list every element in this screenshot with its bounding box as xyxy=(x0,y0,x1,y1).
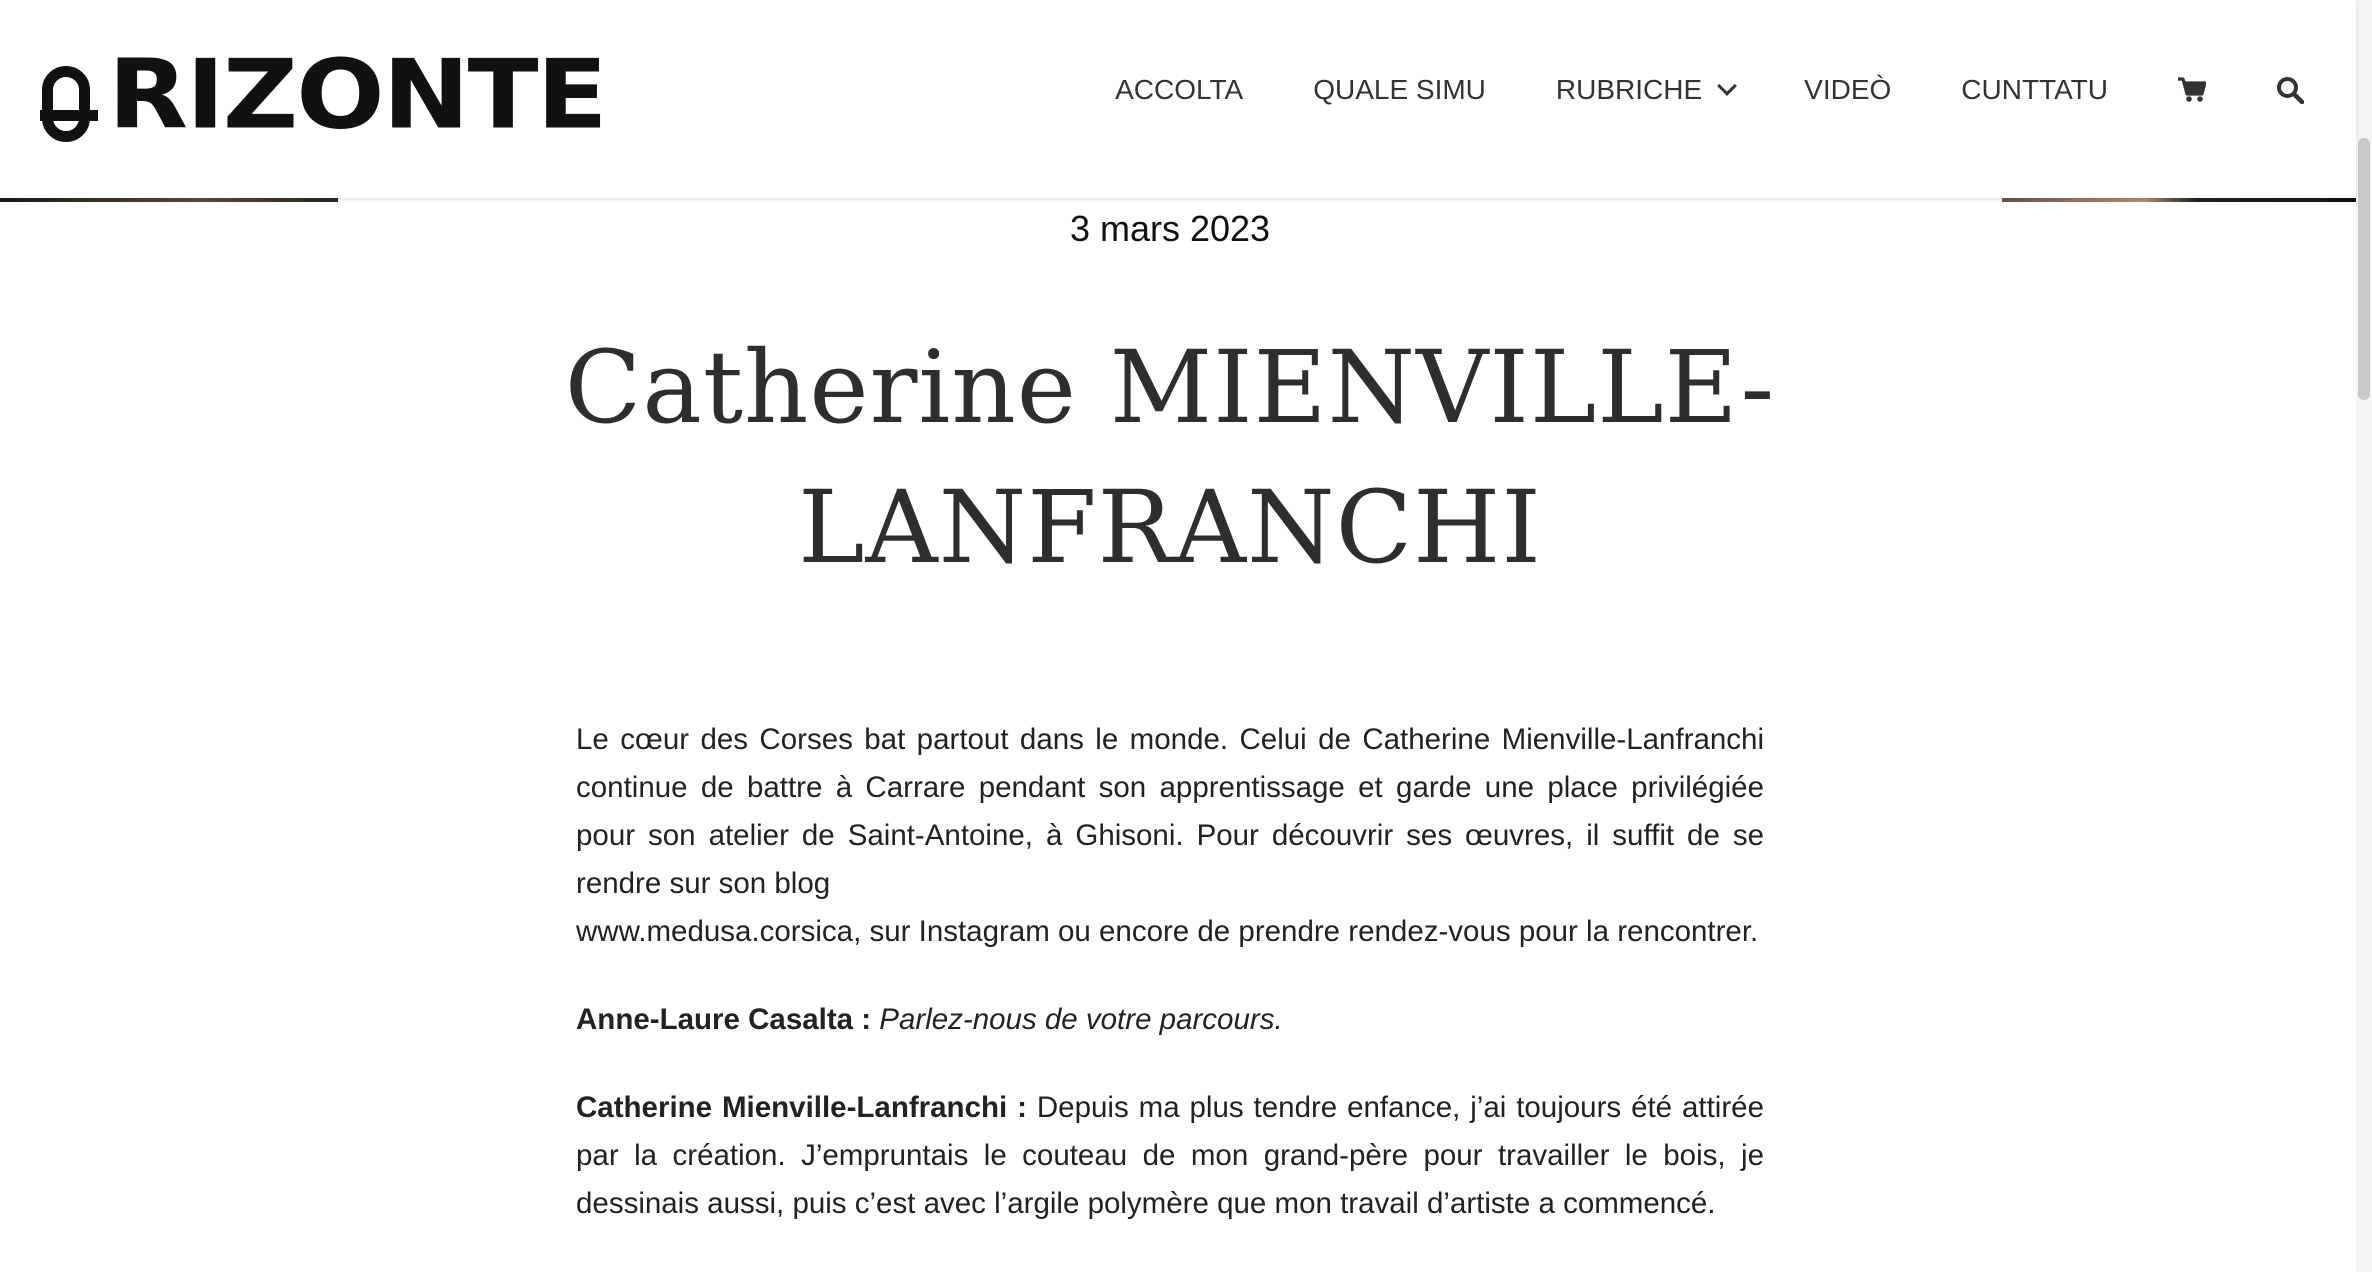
nav-item-cunttatu[interactable] xyxy=(1961,74,2108,106)
intro-text-blog-link: www.medusa.corsica, sur Instagram ou encore de prendre rendez-vous pour la rencontrer. xyxy=(576,915,1759,948)
nav-item-accolta[interactable] xyxy=(1115,74,1243,106)
nav-item-label: ACCOLTA xyxy=(1115,74,1244,105)
nav-item-video[interactable] xyxy=(1804,74,1891,106)
answer-paragraph xyxy=(576,1084,1764,1228)
intro-paragraph xyxy=(576,716,1764,956)
site-logo[interactable] xyxy=(40,28,606,151)
interviewer-name: Anne-Laure Casalta : xyxy=(576,1003,872,1036)
search-icon[interactable] xyxy=(2276,76,2304,104)
article-body xyxy=(576,716,1764,1268)
nav-item-label: RUBRICHE xyxy=(1555,74,1703,105)
question-text: Parlez-nous de votre parcours. xyxy=(879,1003,1283,1036)
logo-text: RIZONTE xyxy=(108,38,606,151)
nav-item-quale-simu[interactable] xyxy=(1313,74,1486,106)
featured-image-edge-right xyxy=(2002,198,2356,202)
answer-text: Depuis ma plus tendre enfance, j’ai toujours été attirée par la création. J’empruntais le couteau de mon grand-père pour travailler le bois, je dessinais aussi, puis c’est avec l’argile polymère que mon travail d’artiste a commencé. xyxy=(576,1091,1764,1220)
logo-o-mark-icon xyxy=(40,38,106,148)
scrollbar-thumb[interactable] xyxy=(2358,138,2370,400)
nav-item-rubriche[interactable] xyxy=(1556,74,1734,106)
featured-image-edge-left xyxy=(0,198,338,202)
article-title: Catherine MIENVILLE-LANFRANCHI xyxy=(564,329,1776,586)
question-paragraph xyxy=(576,996,1764,1044)
interviewee-name: Catherine Mienville-Lanfranchi : xyxy=(576,1091,1027,1124)
site-header xyxy=(0,0,2356,198)
chevron-down-icon xyxy=(1717,76,1737,96)
nav-item-label: CUNTTATU xyxy=(1961,74,2108,105)
nav-item-label: QUALE SIMU xyxy=(1313,74,1486,105)
cart-icon[interactable] xyxy=(2178,77,2206,103)
intro-text: Le cœur des Corses bat partout dans le monde. Celui de Catherine Mienville-Lanfranchi continue de battre à Carrare pendant son apprentissage et garde une place privilégiée pour son atelier de Saint-Antoine, à Ghisoni. Pour découvrir ses œuvres, il suffit de se rendre sur son blog xyxy=(576,723,1764,900)
main-nav xyxy=(1115,62,2304,118)
article-date: 3 mars 2023 xyxy=(1069,208,1271,249)
scrollbar[interactable] xyxy=(2356,0,2372,1272)
nav-item-label: VIDEÒ xyxy=(1804,74,1892,105)
